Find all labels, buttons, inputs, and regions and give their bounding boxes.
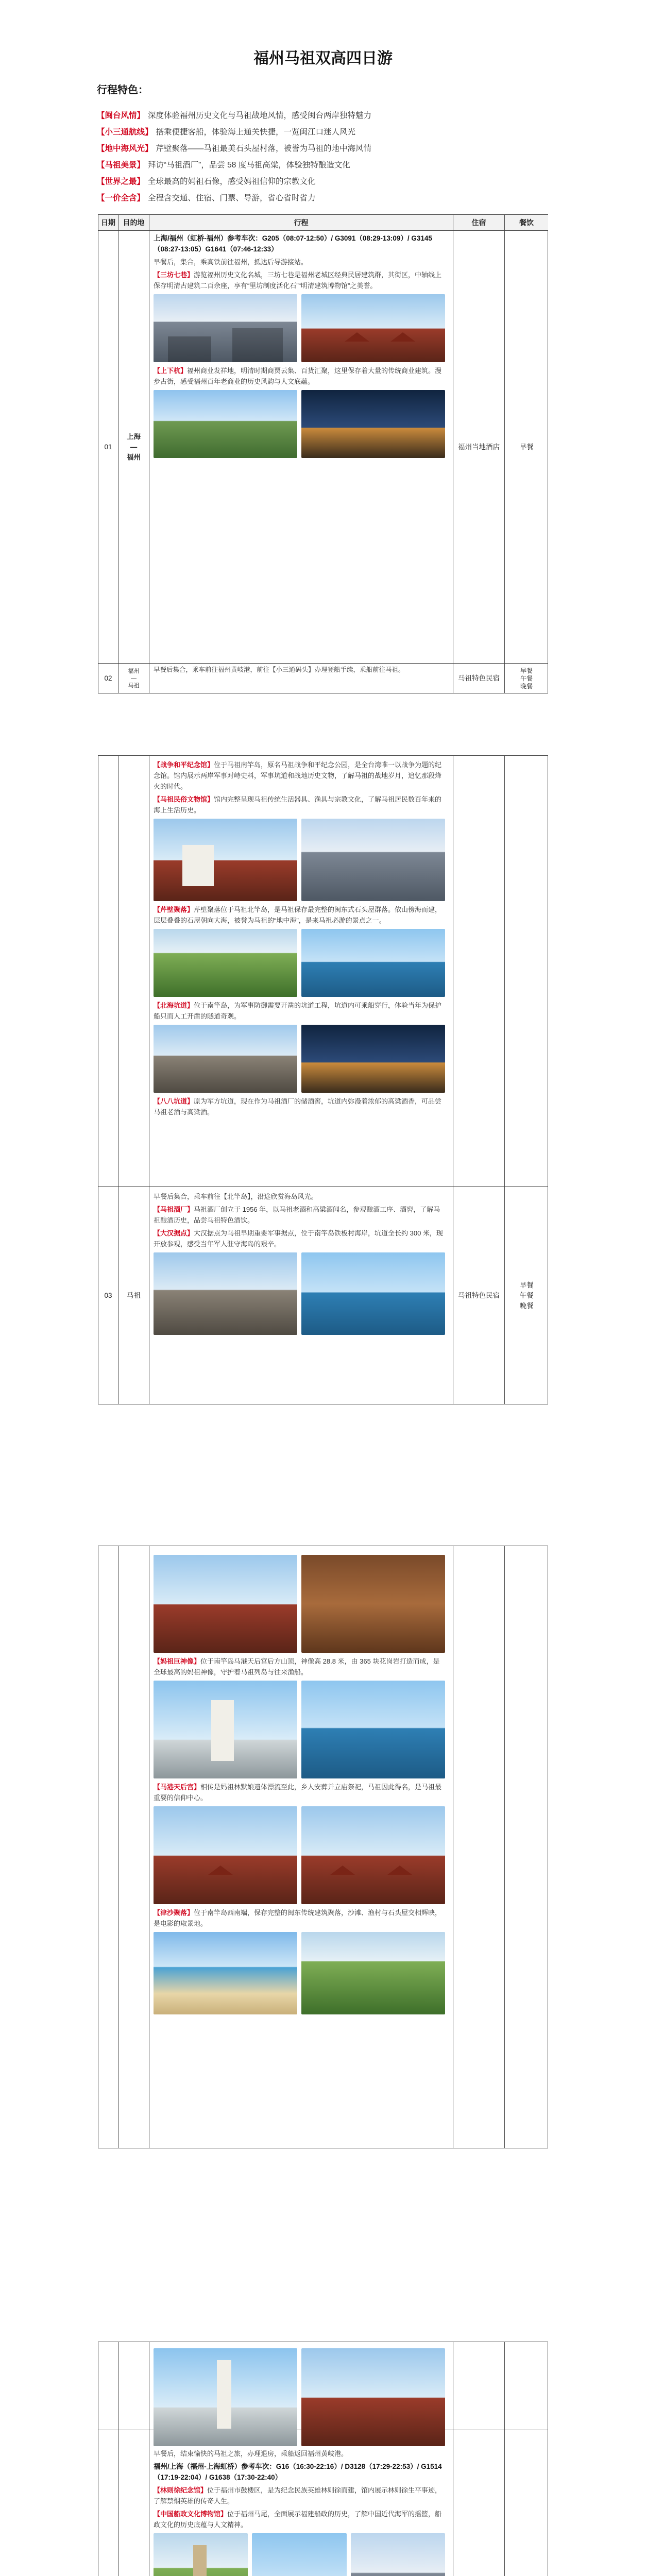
photo-old-street	[301, 294, 445, 362]
photo-wine-cellar	[301, 1555, 445, 1653]
features-list	[97, 108, 550, 207]
day2-intro: 早餐后集合，乘车前往福州黄岐港，前往【小三通码头】办理登船手续，乘船前往马祖。	[154, 666, 405, 673]
photo-jinsha-village	[154, 1932, 297, 2014]
photo-winery	[154, 1555, 297, 1653]
photo-shipyard	[252, 2533, 346, 2576]
photo-stone-gate	[301, 2348, 445, 2446]
feature-item: 【闽台风情】 深度体验福州历史文化与马祖战地风情，感受闽台两岸独特魅力	[97, 111, 372, 120]
photo-mazu-harbor	[301, 1681, 445, 1778]
day-destination: 马祖	[127, 1291, 141, 1299]
photo-war-museum	[154, 819, 297, 901]
photo-three-lanes	[154, 294, 297, 362]
photo-museum	[351, 2533, 445, 2576]
day-hotel: 马祖特色民宿	[458, 1291, 500, 1299]
photo-beihai-tunnel	[154, 1025, 297, 1093]
photo-dahan-coast	[301, 1252, 445, 1335]
col-header-hotel: 住宿	[453, 215, 504, 230]
day-destination	[118, 2430, 149, 2576]
day4-train-info: 福州/上海（福州-上海虹桥）参考车次：G16（16:30-22:16）/ D3128（17:29-22:53）/ G1514（17:19-22:04）/ G1638（17:30-22:40）	[154, 2463, 442, 2481]
photo-dahan-stronghold	[154, 1252, 297, 1335]
day-meals	[505, 2430, 548, 2576]
day2-content: 【战争和平纪念馆】位于马祖南竿岛，原名马祖战争和平纪念公园，是全台湾唯一以战争为题的纪念馆。馆内展示两岸军事对峙史料，军事坑道和战地历史文物，了解马祖的战地岁月，追忆那段烽火的时代。 【马祖民俗文物馆】馆内完整呈现马祖传统生活器具、渔具与宗教文化，了解马祖居民数百年来的海上生活历史。 【芹壁聚落】芹壁聚落位于马祖北竿岛，是马祖保存最完整的闽东式石头屋群落。依山傍海而建，层层叠叠的石屋朝向大海，被誉为马祖的“地中海”，是来马祖必游的景点之一。 【北海坑道】位于南竿岛，为军事防御需要开凿的坑道工程，坑道内可乘船穿行，体验当年为保护船只而人工开凿的隧道奇观。 【八八坑道】原为军方坑道，现在作为马祖酒厂的储酒窖，坑道内弥漫着浓郁的高粱酒香，可品尝马祖老酒与高粱酒。	[154, 759, 445, 1120]
photo-qinbi-sea	[301, 929, 445, 997]
photo-tunnel-boat	[301, 1025, 445, 1093]
features-heading: 行程特色：	[97, 84, 148, 96]
photo-shangxiahang-night	[301, 390, 445, 458]
photo-shangxiahang	[154, 390, 297, 458]
day-hotel	[453, 2430, 504, 2576]
day3-content-part2: 【妈祖巨神像】位于南竿岛马港天后宫后方山顶，神像高 28.8 米，由 365 块花岗岩打造而成，是全球最高的妈祖神像，守护着马祖列岛与往来渔船。 【马港天后宫】相传是妈祖林默娘遗体漂流至此，乡人安葬并立庙祭祀，马祖因此得名，是马祖最重要的信仰中心。 【津沙聚落】位于南竿岛西南端，保存完整的闽东传统建筑聚落，沙滩、渔村与石头屋交相辉映，是电影的取景地。	[154, 1552, 445, 2018]
photo-pagoda	[154, 2533, 248, 2576]
feature-item: 【一价全含】 全程含交通、住宿、门票、导游，省心省时省力	[97, 194, 316, 202]
day-destination: 上海 — 福州	[127, 432, 141, 461]
col-header-meals: 餐饮	[505, 215, 548, 230]
day-number	[98, 2430, 118, 2576]
photo-jinsha-houses	[301, 1932, 445, 2014]
day4-content: 早餐后，结束愉快的马祖之旅，办理退房，乘船返回福州黄岐港。 福州/上海（福州-上海虹桥）参考车次：G16（16:30-22:16）/ D3128（17:29-22:53）/ G1514（17:19-22:04）/ G1638（17:30-22:40） 【林则徐纪念馆】位于福州市鼓楼区，是为纪念民族英雄林则徐而建，馆内展示林则徐生平事迹，了解禁烟英雄的传奇人生。 【中国船政文化博物馆】位于福州马尾，全面展示福建船政的历史，了解中国近代海军的摇篮，船政文化的历史底蕴与人文精神。	[154, 2448, 445, 2576]
photo-qinbi-village	[154, 929, 297, 997]
day-hotel: 马祖特色民宿	[458, 674, 500, 682]
feature-item: 【世界之最】 全球最高的妈祖石像，感受妈祖信仰的宗教文化	[97, 177, 316, 186]
day-number: 02	[104, 674, 112, 682]
day3-content-end	[154, 2345, 445, 2449]
day1-content: 上海/福州（虹桥-福州）参考车次：G205（08:07-12:50）/ G3091（08:29-13:09）/ G3145（08:27-13:05）G1641（07:46-12:33） 早餐后，集合，乘高铁前往福州，抵达后导游接站。 【三坊七巷】游览福州历史文化名城，三坊七巷是福州老城区经典民居建筑群，其街区，中轴线上保存明清古建筑二百余座，享有“里坊制度活化石”“明清建筑博物馆”之美誉。 【上下杭】福州商业发祥地，明清时期商贾云集、百货汇聚，这里保存着大量的传统商业建筑。漫步古街，感受福州百年老商业的历史风韵与人文底蕴。	[154, 233, 445, 461]
photo-folk-museum	[301, 819, 445, 901]
col-header-itinerary: 行程	[149, 215, 453, 230]
day-meals: 早餐	[519, 443, 534, 451]
photo-lighthouse	[154, 2348, 297, 2446]
feature-item: 【马祖美景】 拜访“马祖酒厂”，品尝 58 度马祖高粱，体验独特酿造文化	[97, 161, 350, 170]
day-number: 01	[104, 443, 112, 451]
document-title: 福州马祖双高四日游	[253, 50, 393, 67]
day1-train-info: 上海/福州（虹桥-福州）参考车次：G205（08:07-12:50）/ G3091（08:29-13:09）/ G3145（08:27-13:05）G1641（07:46-12:33）	[154, 234, 432, 253]
col-header-date: 日期	[98, 215, 118, 230]
day-meals: 早餐 午餐 晚餐	[520, 667, 533, 690]
day3-content-part1: 早餐后集合，乘车前往【北竿岛】，沿途欣赏海岛风光。 【马祖酒厂】马祖酒厂创立于 1956 年，以马祖老酒和高粱酒闻名，参观酿酒工序、酒窖，了解马祖酿酒历史，品尝马祖特色酒饮。 【大汉据点】大汉据点为马祖早期重要军事据点，位于南竿岛铁板村海岸，坑道全长约 300 米，现开放参观，感受当年军人驻守海岛的艰辛。	[154, 1191, 445, 1338]
col-header-destination: 目的地	[118, 215, 149, 230]
feature-item: 【地中海风光】 芹壁聚落——马祖最美石头屋村落，被誉为马祖的地中海风情	[97, 144, 372, 153]
photo-tianhou-hall	[301, 1806, 445, 1904]
day-hotel: 福州当地酒店	[458, 443, 500, 451]
day-meals: 早餐 午餐 晚餐	[519, 1281, 534, 1310]
photo-mazu-statue	[154, 1681, 297, 1778]
day-number: 03	[104, 1291, 112, 1299]
day-destination: 福州 — 马祖	[128, 668, 140, 689]
feature-item: 【小三通航线】 搭乘便捷客船，体验海上通关快捷，一览闽江口迷人风光	[97, 128, 356, 137]
photo-tianhou-temple	[154, 1806, 297, 1904]
